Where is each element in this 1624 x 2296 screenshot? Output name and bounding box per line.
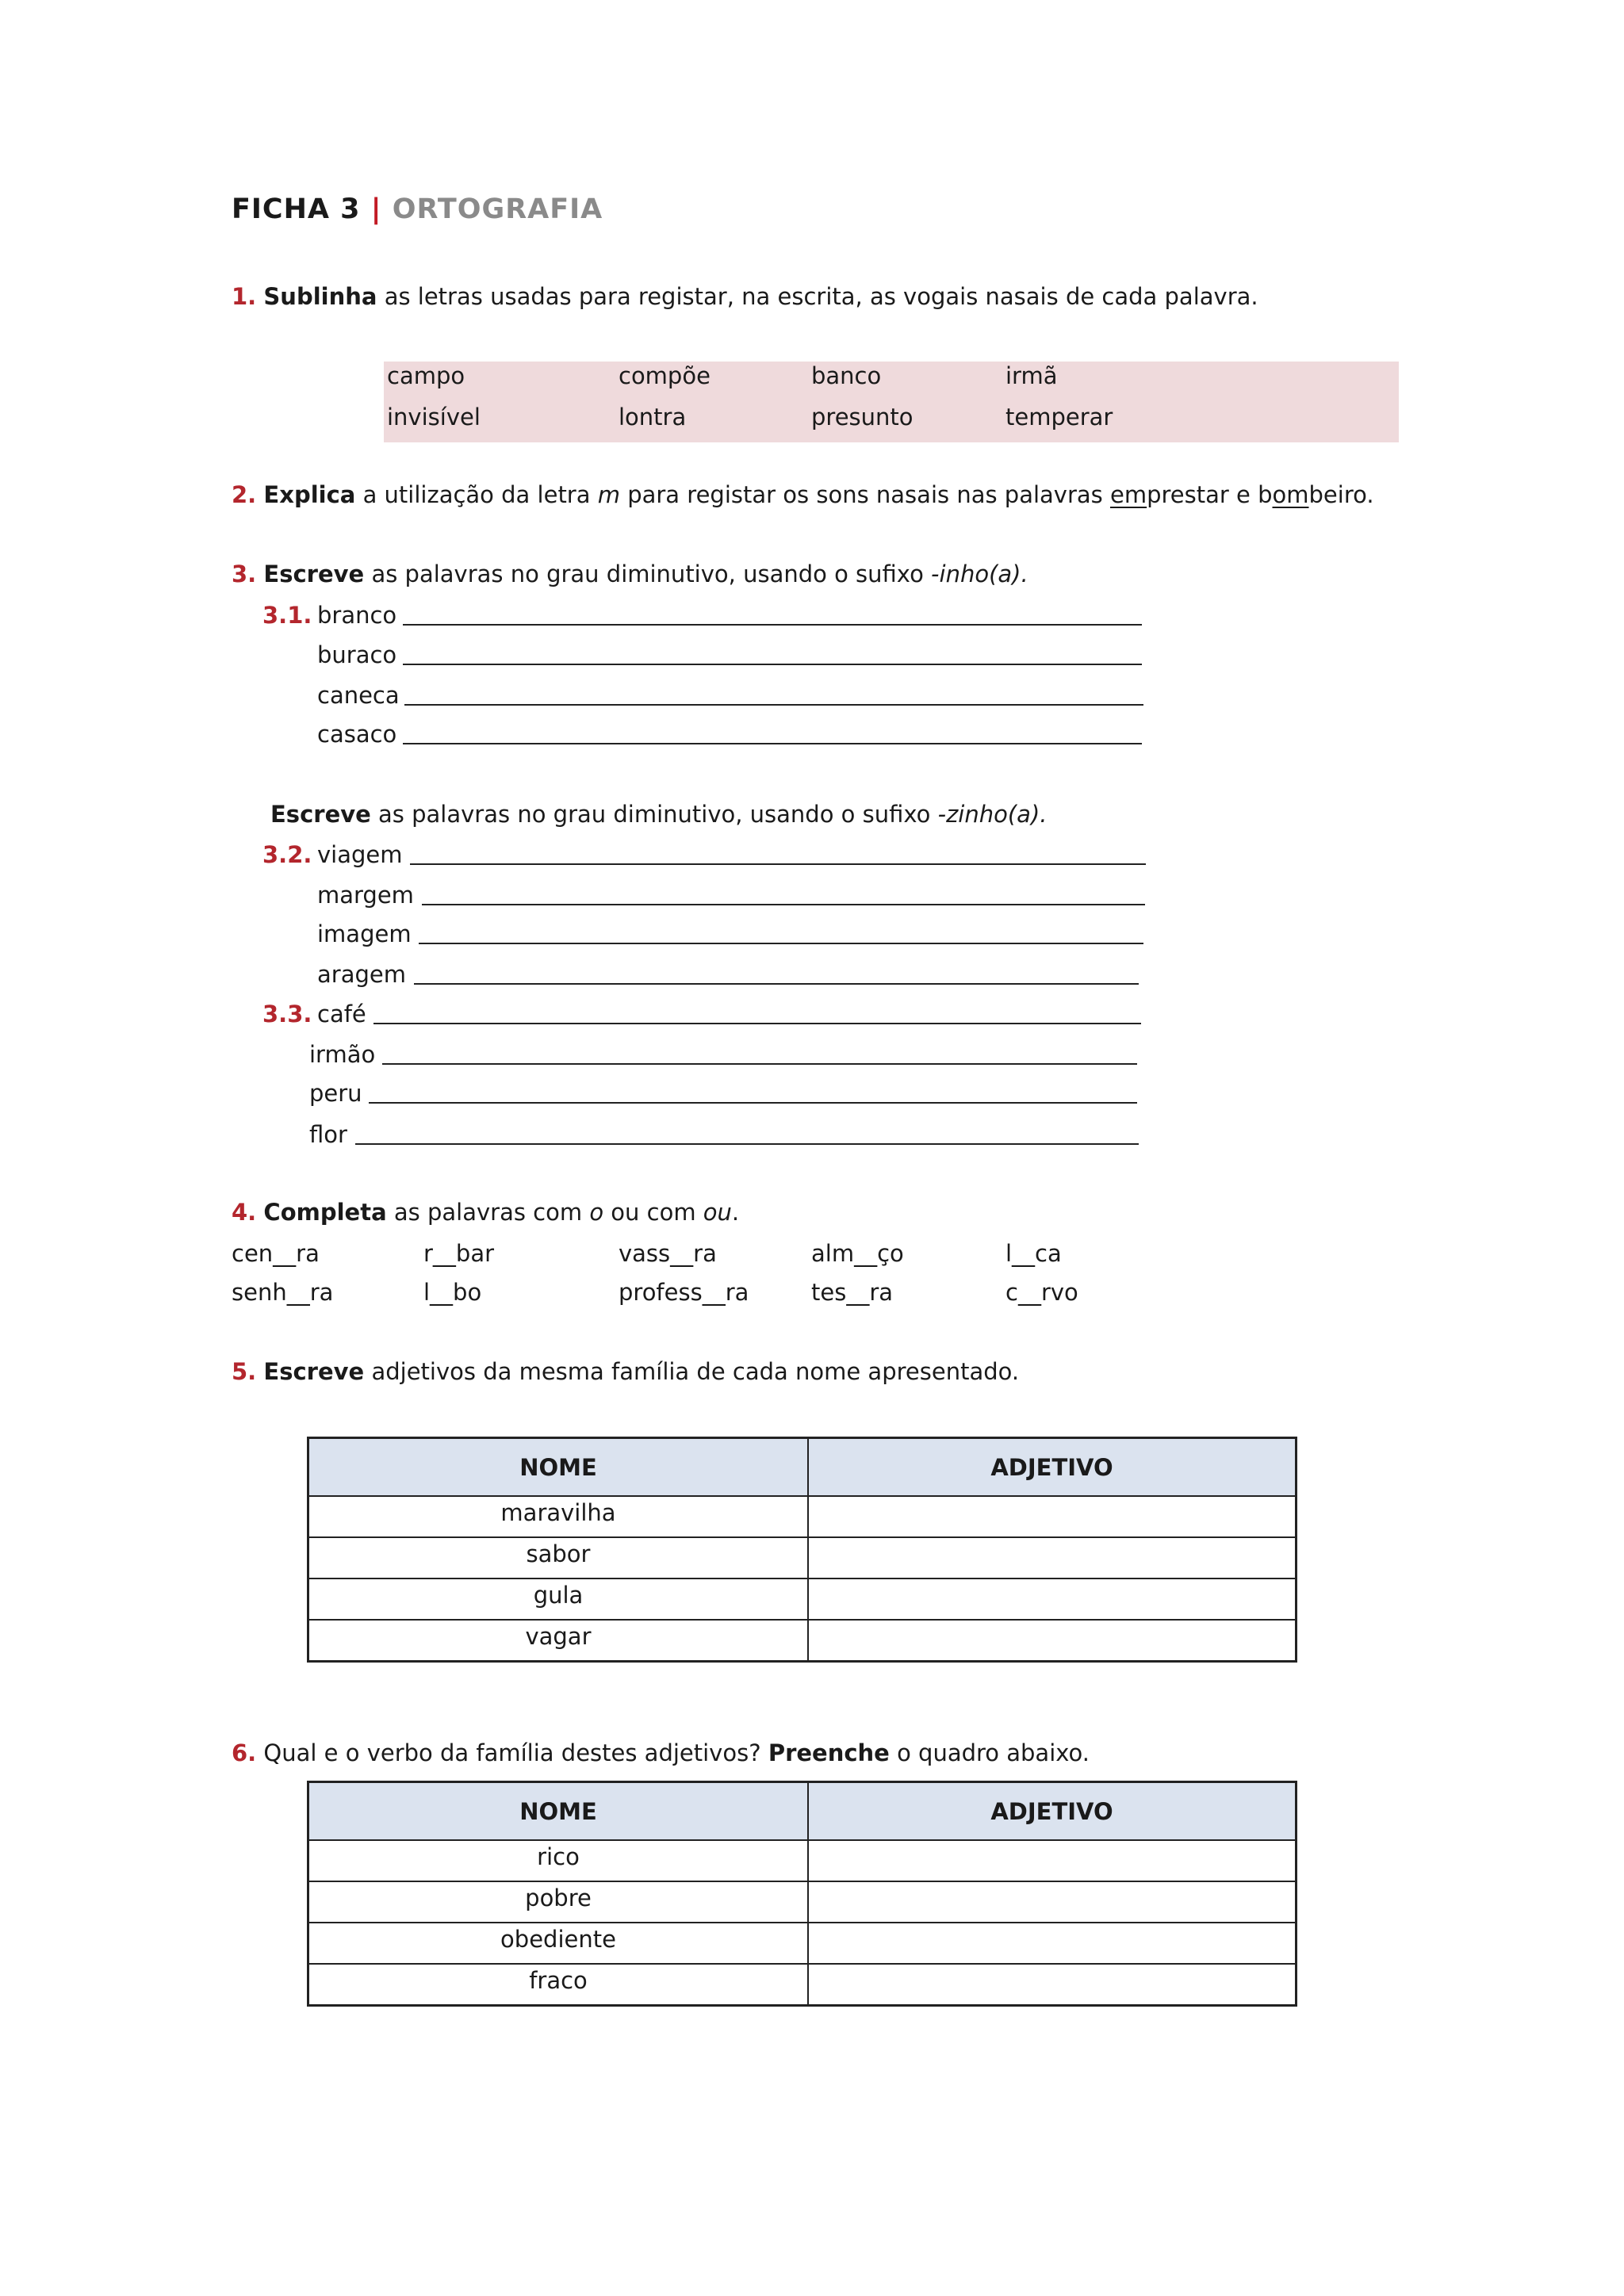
answer-line[interactable]	[410, 863, 1146, 865]
q2-word-rest: beiro.	[1308, 481, 1374, 508]
q5-table	[307, 1437, 1297, 1663]
q1-word[interactable]: presunto	[811, 404, 914, 430]
q2-letter: m	[597, 481, 620, 508]
answer-cell[interactable]	[808, 1964, 1297, 2006]
word-label: viagem	[317, 841, 403, 868]
q2-word-rest: prestar	[1147, 481, 1229, 508]
nome-cell: obediente	[308, 1923, 809, 1964]
q1-word[interactable]: compõe	[619, 362, 710, 389]
col-header-nome: NOME	[308, 1782, 809, 1841]
answer-cell[interactable]	[808, 1537, 1297, 1578]
q2-underlined: om	[1272, 481, 1309, 508]
nome-cell: rico	[308, 1840, 809, 1881]
col-header-nome: NOME	[308, 1438, 809, 1497]
table-row	[308, 1578, 1297, 1620]
word-label: branco	[317, 602, 397, 629]
table-header-row	[308, 1438, 1297, 1497]
q5-number: 5.	[232, 1358, 257, 1385]
q1-word[interactable]: banco	[811, 362, 882, 389]
word-label: café	[317, 1001, 366, 1027]
q6-instruction	[232, 1739, 1090, 1767]
fill-word[interactable]: tes__ra	[811, 1279, 894, 1306]
q4-option: o	[589, 1199, 604, 1226]
fill-word[interactable]: senh__ra	[232, 1279, 334, 1306]
table-row	[308, 1537, 1297, 1578]
answer-cell[interactable]	[808, 1840, 1297, 1881]
answer-line[interactable]	[355, 1143, 1139, 1145]
answer-line[interactable]	[422, 904, 1145, 905]
nome-cell: gula	[308, 1578, 809, 1620]
col-header-adjetivo: ADJETIVO	[808, 1782, 1297, 1841]
answer-cell[interactable]	[808, 1923, 1297, 1964]
answer-line[interactable]	[403, 624, 1142, 626]
word-label: peru	[309, 1080, 362, 1107]
fill-word[interactable]: alm__ço	[811, 1240, 904, 1267]
q4-text: ou com	[611, 1199, 696, 1226]
q4-text: as palavras com	[393, 1199, 583, 1226]
q2-conj: e	[1236, 481, 1251, 508]
fill-word[interactable]: l__ca	[1005, 1240, 1062, 1267]
q6-text: Qual e o verbo da família destes adjetivos?	[263, 1739, 761, 1766]
answer-line[interactable]	[414, 983, 1139, 985]
q4-end: .	[731, 1199, 740, 1226]
answer-line[interactable]	[419, 943, 1143, 944]
answer-cell[interactable]	[808, 1578, 1297, 1620]
col-header-adjetivo: ADJETIVO	[808, 1438, 1297, 1497]
q1-word[interactable]: temperar	[1005, 404, 1113, 430]
q1-word[interactable]: lontra	[619, 404, 687, 430]
answer-cell[interactable]	[808, 1496, 1297, 1537]
fill-word[interactable]: vass__ra	[619, 1240, 717, 1267]
q2-word-emprestar	[1110, 481, 1229, 508]
nome-cell: fraco	[308, 1964, 809, 2006]
q3-number: 3.	[232, 561, 257, 587]
q6-table	[307, 1781, 1297, 2007]
word-label: imagem	[317, 920, 412, 947]
q1-number: 1.	[232, 283, 257, 310]
table-row	[308, 1923, 1297, 1964]
q5-text: adjetivos da mesma família de cada nome apresentado.	[371, 1358, 1020, 1385]
q4-instruction	[232, 1198, 739, 1226]
q6-verb: Preenche	[768, 1739, 890, 1766]
q2-word-start: b	[1258, 481, 1273, 508]
q2-instruction	[232, 480, 1374, 509]
word-label: buraco	[317, 641, 397, 668]
q3-text: as palavras no grau diminutivo, usando o sufixo	[371, 561, 924, 587]
nome-cell: maravilha	[308, 1496, 809, 1537]
answer-line[interactable]	[403, 664, 1142, 665]
topic-label: ORTOGRAFIA	[392, 193, 603, 225]
q4-option: ou	[703, 1199, 732, 1226]
q3-2-number: 3.2.	[262, 841, 312, 868]
answer-cell[interactable]	[808, 1881, 1297, 1923]
fill-word[interactable]: r__bar	[423, 1240, 495, 1267]
q3-text: as palavras no grau diminutivo, usando o sufixo	[378, 801, 931, 828]
q1-word[interactable]: irmã	[1005, 362, 1058, 389]
answer-line[interactable]	[369, 1102, 1137, 1104]
q3-verb: Escreve	[263, 561, 365, 587]
answer-line[interactable]	[403, 743, 1142, 744]
q3-1-number: 3.1.	[262, 602, 312, 629]
word-label: margem	[317, 882, 414, 909]
word-label: aragem	[317, 961, 406, 988]
nome-cell: pobre	[308, 1881, 809, 1923]
q5-instruction	[232, 1357, 1019, 1386]
answer-line[interactable]	[382, 1063, 1137, 1065]
table-row	[308, 1840, 1297, 1881]
q2-number: 2.	[232, 481, 257, 508]
fill-word[interactable]: c__rvo	[1005, 1279, 1078, 1306]
q6-number: 6.	[232, 1739, 257, 1766]
q1-word[interactable]: campo	[387, 362, 465, 389]
q1-text: as letras usadas para registar, na escrita, as vogais nasais de cada palavra.	[384, 283, 1258, 310]
q4-verb: Completa	[263, 1199, 387, 1226]
nome-cell: sabor	[308, 1537, 809, 1578]
q3-suffix: -zinho(a).	[937, 801, 1048, 828]
fill-word[interactable]: cen__ra	[232, 1240, 320, 1267]
table-row	[308, 1881, 1297, 1923]
table-header-row	[308, 1782, 1297, 1841]
q1-word[interactable]: invisível	[387, 404, 481, 430]
title-separator: |	[370, 193, 382, 225]
q1-verb: Sublinha	[263, 283, 377, 310]
table-row	[308, 1620, 1297, 1662]
q2-verb: Explica	[263, 481, 356, 508]
q2-word-bombeiro	[1258, 481, 1373, 508]
table-row	[308, 1964, 1297, 2006]
ficha-label: FICHA 3	[232, 193, 361, 225]
fill-word[interactable]: profess__ra	[619, 1279, 749, 1306]
answer-cell[interactable]	[808, 1620, 1297, 1662]
q2-underlined: em	[1110, 481, 1147, 508]
answer-line[interactable]	[373, 1023, 1141, 1024]
fill-word[interactable]: l__bo	[423, 1279, 482, 1306]
q3-instruction	[232, 560, 1028, 588]
page-title	[232, 192, 603, 227]
q3-instruction-2	[270, 800, 1048, 828]
q3-verb: Escreve	[270, 801, 371, 828]
q2-text: a utilização da letra	[362, 481, 591, 508]
q1-instruction	[232, 282, 1258, 311]
q4-number: 4.	[232, 1199, 257, 1226]
q5-verb: Escreve	[263, 1358, 365, 1385]
q3-3-number: 3.3.	[262, 1001, 312, 1027]
word-label: flor	[309, 1121, 347, 1148]
answer-line[interactable]	[404, 704, 1143, 706]
word-label: casaco	[317, 721, 397, 748]
q3-suffix: -inho(a).	[931, 561, 1028, 587]
q2-text: para registar os sons nasais nas palavras	[627, 481, 1103, 508]
nome-cell: vagar	[308, 1620, 809, 1662]
word-label: caneca	[317, 682, 400, 709]
q6-text: o quadro abaixo.	[897, 1739, 1090, 1766]
table-row	[308, 1496, 1297, 1537]
word-label: irmão	[309, 1041, 376, 1068]
